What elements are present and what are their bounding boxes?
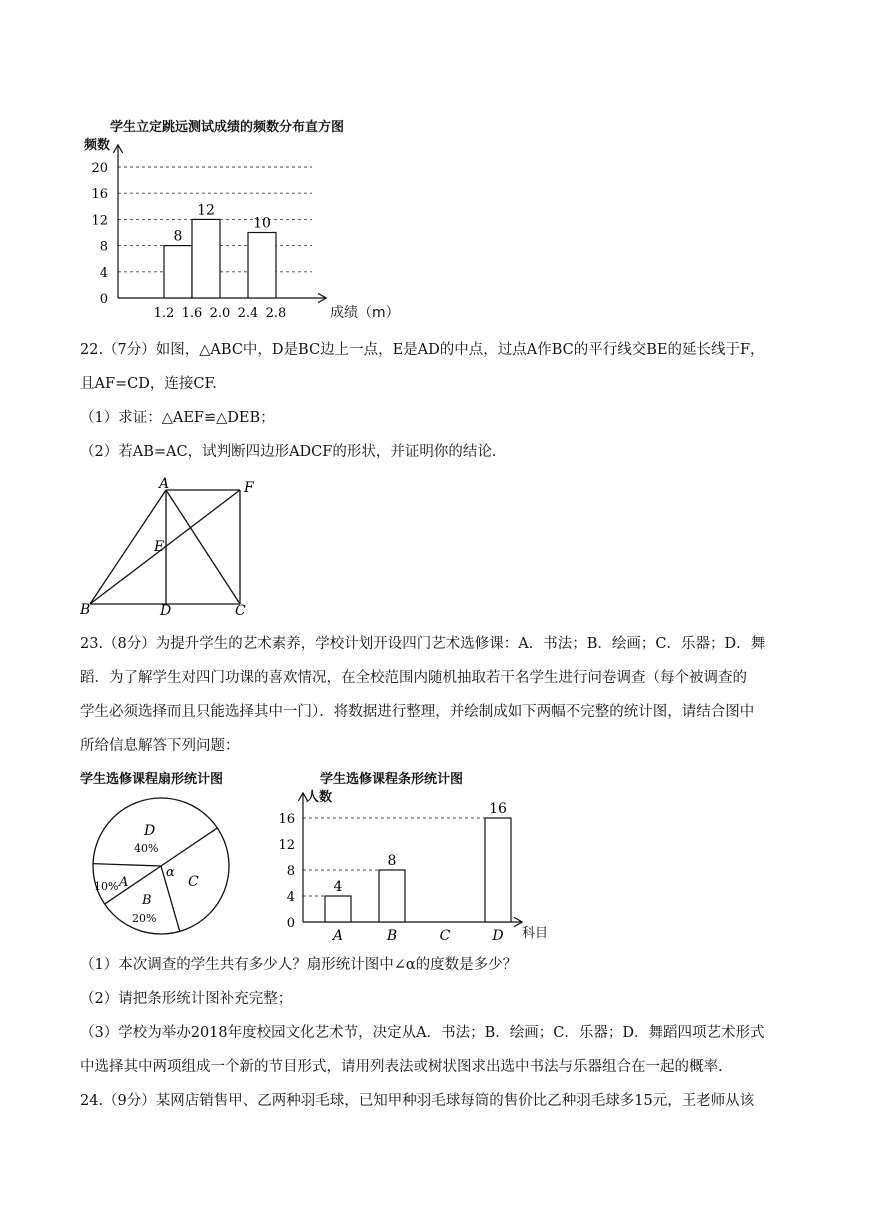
hist-xtick: 2.0	[209, 306, 231, 321]
hist-bar	[164, 246, 192, 298]
q23-line2: 蹈．为了解学生对四门功课的喜欢情况，在全校范围内随机抽取若干名学生进行问卷调查（每个被调查的	[80, 670, 747, 686]
hist-bar	[248, 233, 276, 299]
pie-slice-edge-C	[161, 828, 217, 866]
hist-ytick: 8	[99, 239, 108, 255]
bar-label-D: 16	[489, 801, 507, 817]
hist-ytick: 0	[99, 292, 108, 307]
q23-sub2: （2）请把条形统计图补充完整；	[80, 991, 293, 1007]
bar-xtick-B: B	[386, 928, 398, 944]
pie-label-A: A	[119, 875, 129, 890]
hist-bar-label: 10	[253, 215, 271, 232]
pie-label-B: B	[142, 893, 152, 908]
hist-xtick: 1.6	[181, 306, 203, 321]
bar-label-B: 8	[387, 853, 397, 869]
hist-ytick: 4	[99, 265, 108, 281]
pie-label-A-pct: 10%	[94, 880, 119, 893]
label-F: F	[244, 480, 254, 496]
label-C: C	[235, 603, 246, 618]
hist-bar-label: 8	[173, 228, 183, 245]
bar-xtick-A: A	[332, 928, 344, 944]
hist-bar-label: 12	[197, 202, 215, 219]
bar-ytick: 4	[286, 890, 295, 905]
bar-y-label: 人数	[306, 790, 333, 805]
hist-ytick: 20	[91, 161, 108, 176]
pie-label-alpha: α	[166, 865, 175, 880]
hist-xtick: 2.8	[265, 306, 287, 321]
pie-slice-edge-D	[93, 864, 161, 866]
histogram-y-label: 频数	[84, 138, 111, 153]
label-B: B	[80, 602, 91, 618]
hist-bar	[192, 219, 220, 298]
q22-sub1: （1）求证：△AEF≌△DEB；	[80, 410, 275, 426]
label-A: A	[159, 476, 170, 492]
pie-label-D-pct: 40%	[134, 842, 159, 855]
hist-xtick: 1.2	[153, 306, 175, 321]
label-D: D	[160, 603, 172, 618]
pie-label-C: C	[188, 874, 199, 890]
bar-chart	[276, 790, 526, 950]
q22-line1: 22.（7分）如图，△ABC中，D是BC边上一点，E是AD的中点，过点A作BC的平行线交BE的延长线于F，	[80, 342, 765, 358]
q23-line1: 23.（8分）为提升学生的艺术素养，学校计划开设四门艺术选修课：A．书法；B．绘画；C．乐器；D．舞	[80, 636, 766, 652]
hist-ytick: 16	[91, 187, 108, 203]
q22-sub2: （2）若AB=AC，试判断四边形ADCF的形状，并证明你的结论.	[80, 444, 497, 460]
q23-sub3b: 中选择其中两项组成一个新的节目形式，请用列表法或树状图求出选中书法与乐器组合在一起的概率.	[80, 1059, 723, 1075]
q23-sub1: （1）本次调查的学生共有多少人？扇形统计图中∠α的度数是多少？	[80, 957, 518, 973]
bar-ytick: 12	[278, 838, 295, 853]
bar-B	[379, 870, 405, 922]
pie-chart	[84, 790, 254, 940]
q23-line4: 所给信息解答下列问题：	[80, 738, 240, 754]
pie-title: 学生选修课程扇形统计图	[80, 772, 224, 787]
bar-D	[485, 818, 511, 922]
label-E: E	[154, 539, 165, 555]
q22-line2: 且AF=CD，连接CF.	[80, 376, 217, 392]
bar-xtick-C: C	[439, 928, 451, 944]
q23-sub3a: （3）学校为举办2018年度校园文化艺术节，决定从A．书法；B．绘画；C．乐器；D．舞蹈四项艺术形式	[80, 1025, 765, 1041]
bar-title: 学生选修课程条形统计图	[320, 772, 464, 787]
bar-ytick: 8	[286, 864, 295, 879]
geometry-figure	[80, 476, 270, 618]
bar-xtick-D: D	[492, 928, 504, 944]
hist-xtick: 2.4	[237, 306, 259, 321]
bar-label-A: 4	[333, 879, 343, 895]
bar-A	[325, 896, 351, 922]
histogram-x-label: 成绩（m）	[330, 305, 400, 321]
pie-label-B-pct: 20%	[132, 912, 157, 925]
hist-ytick: 12	[91, 213, 108, 229]
q23-line3: 学生必须选择而且只能选择其中一门）．将数据进行整理，并绘制成如下两幅不完整的统计图，请结合图中	[80, 704, 755, 720]
histogram-title: 学生立定跳远测试成绩的频数分布直方图	[110, 120, 345, 135]
bar-ytick: 0	[286, 916, 295, 931]
histogram-chart	[80, 140, 400, 325]
bar-ytick: 16	[278, 812, 295, 827]
pie-label-D: D	[144, 823, 156, 839]
bar-x-label: 科目	[522, 926, 549, 941]
q24-line1: 24.（9分）某网店销售甲、乙两种羽毛球，已知甲种羽毛球每筒的售价比乙种羽毛球多15元，王老师从该	[80, 1093, 755, 1109]
